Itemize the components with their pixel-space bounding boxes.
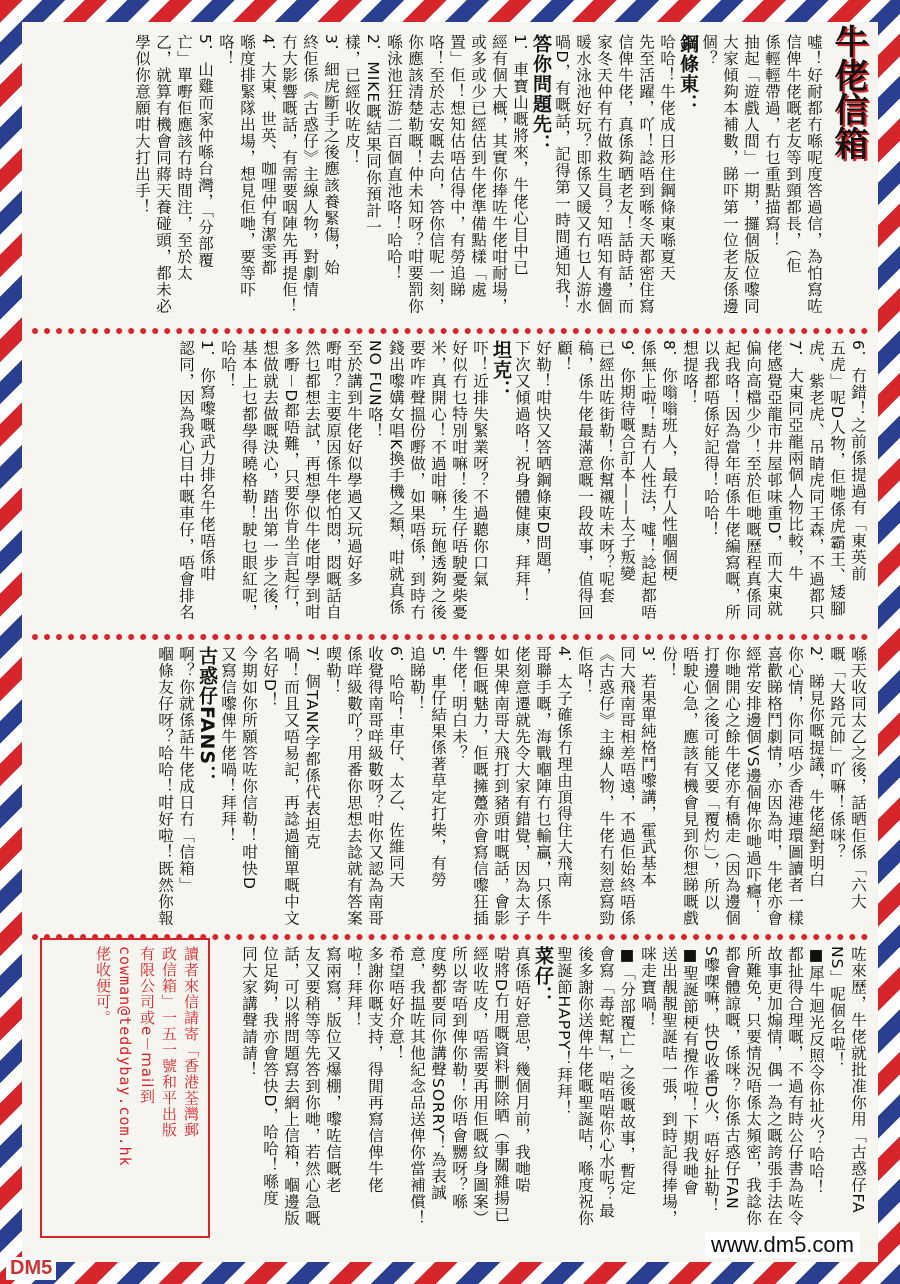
letter-text-column: 喺度排緊隊出場，想見佢哋，要等吓 — [238, 34, 256, 298]
address-line: 佬收便可。 — [94, 946, 112, 1026]
address-line: 政信箱」一五一號和平出版 — [160, 946, 178, 1138]
letter-text-column: 哈哈！牛佬成日形住鋼條東喺夏天 — [658, 34, 676, 282]
letter-text-column: 寫兩寫，版位又爆棚，嚟咗信嘅老 — [324, 946, 342, 1194]
letter-text-column: 嘢咁？主要原因係牛佬怕悶，悶嘅話自 — [324, 340, 342, 621]
letter-text-column: 係咩級數吖？用番你思想去諗就有答案 — [345, 646, 363, 927]
letter-text-column: 咪走寶喎！ — [639, 946, 657, 1029]
letter-text-column: 佬感覺亞龍市井屋邨味重D，而大東就 — [765, 340, 783, 617]
letter-text-column: 2．MIKE嘅結果同你預計一 — [364, 34, 382, 236]
letter-text-column: S嚟㗎嘛，快D收番D火，唔好扯勒！ — [702, 946, 720, 1214]
email-address: cowman@teddybay.com.hk — [116, 946, 134, 1167]
letter-text-column: 3．細虎斷手之後應該養緊傷，始 — [322, 34, 340, 276]
letter-text-column: 你哋開心之餘牛佬亦有橋走（因為邊個 — [723, 646, 741, 927]
letter-text-column: 7．個TANK字都係代表坦克 — [303, 646, 321, 850]
letter-text-column: 然乜都想去試，再想學似牛佬咁學到咁 — [303, 340, 321, 621]
letter-text-column: 意，我揾咗其他紀念品送俾你當補償！ — [408, 946, 426, 1227]
letter-text-column: 1．你寫嚟嘅武力排名牛佬唔係咁 — [198, 340, 216, 582]
letter-text-column: 收覺得南哥咩級數呀？咁你又認為南哥 — [366, 646, 384, 927]
letter-text-column: 友又要稍等等先答到你哋，若然心急嘅 — [303, 946, 321, 1227]
letter-text-column: 響佢嘅魅力，佢嘅擁躉亦會寫信嚟狂插 — [471, 646, 489, 927]
letter-text-column: 暖水泳池好玩？即係又暖又冇乜人游水 — [574, 34, 592, 315]
letter-text-column: 喺泳池狂游二百個直池咯！哈哈！ — [385, 34, 403, 282]
letter-text-column: 冇大影響嘅話，有需要咽陣先再提佢！ — [280, 34, 298, 315]
row-divider — [32, 634, 868, 640]
letter-text-column: 啦！拜拜！ — [345, 946, 363, 1029]
letter-text-column: 終佢係《古惑仔》主線人物，對劇情 — [301, 34, 319, 298]
letter-text-column: 哥聯手嘅，海戰嗰陣冇乜輸贏，只係牛 — [534, 646, 552, 927]
letter-text-column: 虎、紫老虎、吊睛虎同王森，不過都只 — [807, 340, 825, 621]
letters-row-3 — [34, 646, 868, 928]
letter-sender-heading: 菜仔： — [532, 946, 554, 1006]
letter-text-column: 家冬天仲有冇做救生員？知唔知有邊個 — [595, 34, 613, 315]
letter-text-column: 5．車仔結果係著草定打柴，有勞 — [429, 646, 447, 888]
letter-text-column: 稿，係牛佬最滿意嘅一段故事，值得回 — [576, 340, 594, 621]
letter-text-column: 喺天收同太乙之後，話晒佢係「六大 — [849, 646, 867, 910]
letter-text-column: 米，真開心！不過咁嘛，玩飽透夠之後 — [429, 340, 447, 621]
letter-text-column: 啱將D冇用嘅資料刪除晒（事關雜揚已 — [492, 946, 510, 1223]
letter-text-column: 已經出咗街勒！你幫襯咗未呀？呢套 — [597, 340, 615, 604]
letter-text-column: 2．睇見你嘅提議，牛佬絕對明白 — [807, 646, 825, 888]
letter-text-column: 顧！ — [555, 340, 573, 373]
letter-text-column: 先至活躍，吖！諗唔到喺冬天都密住寫 — [637, 34, 655, 315]
letter-text-column: 希望唔好介意！ — [387, 946, 405, 1062]
letter-text-column: 你應該清楚勒嘅！仲未知呀？咁要罰你 — [406, 34, 424, 315]
letter-text-column: 基本上乜都學得曉格勒！駛乜眼紅呢， — [240, 340, 258, 621]
letter-text-column: 如果俾南哥大飛打到豬頭咁嘅話，會影 — [492, 646, 510, 927]
letter-text-column: 咗來歷，牛佬就批准你用「古惑仔FA — [849, 946, 867, 1214]
letter-text-column: 樣，已經收咗皮！ — [343, 34, 361, 166]
letter-text-column: 同大飛南哥相差唔遠，不過佢始終唔係 — [618, 646, 636, 927]
letter-text-column: 大家傾夠本補數，睇吓第一位老友係邊 — [721, 34, 739, 315]
letter-text-column: 佬刻意遷就先令大家有錯覺，因為太子 — [513, 646, 531, 927]
letter-text-column: 想做就去做嘅決心，踏出第一步之後， — [261, 340, 279, 621]
letter-text-column: 啊？你就係話牛佬成日冇「信箱」 — [177, 646, 195, 894]
address-line: 讀者來信請寄「香港荃灣郵 — [182, 946, 200, 1138]
corner-logo: DM5 — [6, 1257, 56, 1280]
letter-text-column: 或多或少已經估到牛佬準備點樣「處 — [469, 34, 487, 298]
letter-text-column: 又寫信嚟俾牛佬喎！拜拜！ — [219, 646, 237, 844]
letter-text-column: 學似你意願咁大打出手！ — [133, 34, 151, 216]
letter-text-column: 乙，就算有機會同蔣天養碰頭，都未必 — [154, 34, 172, 315]
letter-text-column: 抽起「遊戲人間」一期，攞個版位嚟同 — [742, 34, 760, 315]
letter-text-column: 以我都唔係好記得！哈哈！ — [702, 340, 720, 538]
page-title: 牛佬信箱 — [828, 24, 868, 160]
letter-text-column: 至於講到牛佬好似學過又玩過好多 — [345, 340, 363, 588]
letters-row-1 — [34, 34, 824, 324]
letter-text-column: 今期如你所願答咗你信勒！咁快D — [240, 646, 258, 890]
letter-text-column: 咯！至於志安嘅去向，答你信呢一刻， — [427, 34, 445, 315]
letter-text-column: 9．你期待嘅合訂本——太子叛變 — [618, 340, 636, 582]
letter-text-column: 嗰條友仔呀？哈哈！咁好啦！既然你報 — [156, 646, 174, 927]
site-watermark: www.dm5.com — [705, 1232, 860, 1258]
letter-text-column: 《古惑仔》主線人物，牛佬冇刻意寫勁 — [597, 646, 615, 927]
letter-text-column: 4．大東、世英、咖哩仲有潔雯都 — [259, 34, 277, 276]
letter-text-column: 你心情，你同唔少香港連環圖讀者一樣 — [786, 646, 804, 927]
letter-text-column: 6．冇錯！之前係提過有「東英前 — [849, 340, 867, 582]
letter-text-column: 錢出嚟媾女唱K換手機之類，咁就真係 — [387, 340, 405, 616]
letter-text-column: 哈哈！ — [219, 340, 237, 390]
letter-text-column: 多謝你嘅支持，得閒再寫信俾牛佬 — [366, 946, 384, 1194]
letter-text-column: 後多謝你送俾牛佬嘅聖誕咭，喺度祝你 — [576, 946, 594, 1227]
letter-text-column: 位足夠，我亦會答快D，哈哈！喺度 — [261, 946, 279, 1207]
letter-text-column: 喫勒！ — [324, 646, 342, 696]
mailing-address-box — [40, 938, 210, 1238]
letter-text-column: 唔駛心急，應該有機會見到你想睇嘅戲 — [681, 646, 699, 927]
letter-text-column: 送出靚靚聖誕咭一張，到時記得捧場， — [660, 946, 678, 1227]
letter-text-column: 信俾牛佬，真係夠晒老友！話時話，而 — [616, 34, 634, 315]
letter-text-column: 經收咗皮，唔需要再用佢嘅紋身圖案） — [471, 946, 489, 1227]
letter-text-column: 名好D！ — [261, 646, 279, 709]
letter-text-column: 噓！好耐都冇喺呢度答過信，為怕寫咗信俾牛佬嘅老友等到頸都長，（佢 — [784, 34, 823, 315]
letter-text-column: 好勒！咁快又答晒鋼條東D問題， — [534, 340, 552, 584]
letter-text-column: 7．大東同亞龍兩個人物比較，牛 — [786, 340, 804, 582]
letter-text-column: NS」呢個名啦！ — [828, 946, 846, 1069]
letter-text-column: 所以寄唔到俾你勒！你唔會嬲呀？喺 — [450, 946, 468, 1210]
letter-text-column: 6．哈哈！車仔、太乙、佐維同天 — [387, 646, 405, 888]
letter-text-column: 同大家講聲請請！ — [240, 946, 258, 1078]
letter-text-column: 故事更加煽情，偶一為之嘅誇張手法在 — [765, 946, 783, 1227]
letter-text-column: 偏向高檔少少！至於佢哋嘅歷程真係同 — [744, 340, 762, 621]
letter-text-column: 3．若果單純格鬥嚟講，霍武基本 — [639, 646, 657, 888]
letter-text-column: 起我咯！因為當年唔係牛佬編寫嘅，所 — [723, 340, 741, 621]
letter-text-column: 份！ — [660, 646, 678, 679]
letter-text-column: 多嘢－D都唔難，只要你肯坐言起行， — [282, 340, 300, 617]
letter-sender-heading: 坦克： — [490, 340, 512, 400]
letter-sender-heading: 鋼條東： — [677, 34, 699, 114]
letter-text-column: 5．山雞而家仲喺台灣，「分部覆 — [196, 34, 214, 269]
letter-text-column: 喎！而且又唔易記，再諗過簡單嘅中文 — [282, 646, 300, 927]
letter-text-column: 咯！ — [217, 34, 235, 67]
letter-text-column: 1．車寶山嘅將來，牛佬心目中已 — [511, 34, 529, 276]
letter-text-column: ■聖誕節梗有攪作啦！下期我哋會 — [681, 946, 699, 1196]
letter-text-column: 係輕輕帶過，冇乜重點描寫！ — [763, 34, 781, 249]
letter-text-column: 聖誕節HAPPY！拜拜！ — [555, 946, 573, 1117]
letter-text-column: 度勢都要同你講聲SORRY！為表誠 — [429, 946, 447, 1202]
letter-text-column: 會寫「毒蛇幫」，啱唔啱你心水呢？最 — [597, 946, 615, 1219]
letter-sender-heading: 古惑仔FANS： — [196, 646, 218, 786]
letter-text-column: 嘅「大路元帥」吖嘛！係咪？ — [828, 646, 846, 861]
letter-text-column: 吓！近排失緊業呀？不過聽你口氣 — [471, 340, 489, 588]
letter-text-column: 牛佬！明白未？ — [450, 646, 468, 762]
letter-text-column: 追睇勒！ — [408, 646, 426, 712]
letter-text-column: 4．太子確係冇理由頂得住大飛南 — [555, 646, 573, 888]
letter-text-column: ■犀牛迴光反照令你扯火？哈哈！ — [807, 946, 825, 1196]
letter-text-column: 個？ — [700, 34, 718, 67]
row-divider — [32, 328, 868, 334]
letter-text-column: 想提咯！ — [681, 340, 699, 406]
letter-text-column: ■「分部覆亡」之後嘅故事，暫定 — [618, 946, 636, 1196]
letter-text-column: 認同，因為我心目中嘅車仔，唔會排名 — [177, 340, 195, 621]
letter-text-column: 經常安排邊個VS邊個俾你哋過吓癮！ — [744, 646, 762, 916]
letter-text-column: 真係唔好意思，幾個月前，我哋啱 — [513, 946, 531, 1194]
letter-text-column: 話，可以將問題寫去網上信箱，嗰邊版 — [282, 946, 300, 1227]
letter-text-column: 8．你嗡嗡班人，最冇人性嗰個梗 — [660, 340, 678, 582]
letter-text-column: 好似冇乜特別咁嘛！後生仔唔駛憂柴憂 — [450, 340, 468, 621]
letter-text-column: 所難免，只要情況唔係太頻密，我諗你 — [744, 946, 762, 1227]
letter-text-column: 亡」單嘢佢應該冇時間注，至於太 — [175, 34, 193, 282]
letter-text-column: 要咋咋聲搵份嘢做，如果唔係，到時冇 — [408, 340, 426, 621]
letter-text-column: 係無上啦！黠冇人性法，噓！諗起都唔 — [639, 340, 657, 621]
letter-text-column: 五虎」呢D人物，佢哋係虎霸王、矮腳 — [828, 340, 846, 617]
letter-text-column: 置」佢！想知估唔估得中，有勞追睇 — [448, 34, 466, 298]
letter-text-column: 喜歡睇格鬥劇情，亦因為咁，牛佬亦會 — [765, 646, 783, 927]
letter-text-column: 打邊個之後可能又要「覆灼」），所以 — [702, 646, 720, 911]
letters-row-4 — [218, 946, 868, 1238]
letter-text-column: 經有個大概，其實你捧咗牛佬咁耐場， — [490, 34, 508, 315]
letter-text-column: 下次又傾過咯！祝身體健康，拜拜！ — [513, 340, 531, 604]
letter-text-column: 喎D，有嘅話，記得第一時間通知我！ — [553, 34, 571, 311]
letters-row-2 — [34, 340, 868, 628]
letter-text-column: 都扯得合理嘅，不過有時公仔書為咗令 — [786, 946, 804, 1227]
letter-text-column: 都會體諒嘅，係咪？你係古惑仔FAN — [723, 946, 741, 1210]
address-line: 有限公司或e－mail到 — [138, 946, 156, 1105]
letter-text-column: NO FUN咯！ — [366, 340, 384, 440]
letter-text-column: 佢咯！ — [576, 646, 594, 696]
letter-sender-heading: 答你問題先： — [530, 34, 552, 154]
